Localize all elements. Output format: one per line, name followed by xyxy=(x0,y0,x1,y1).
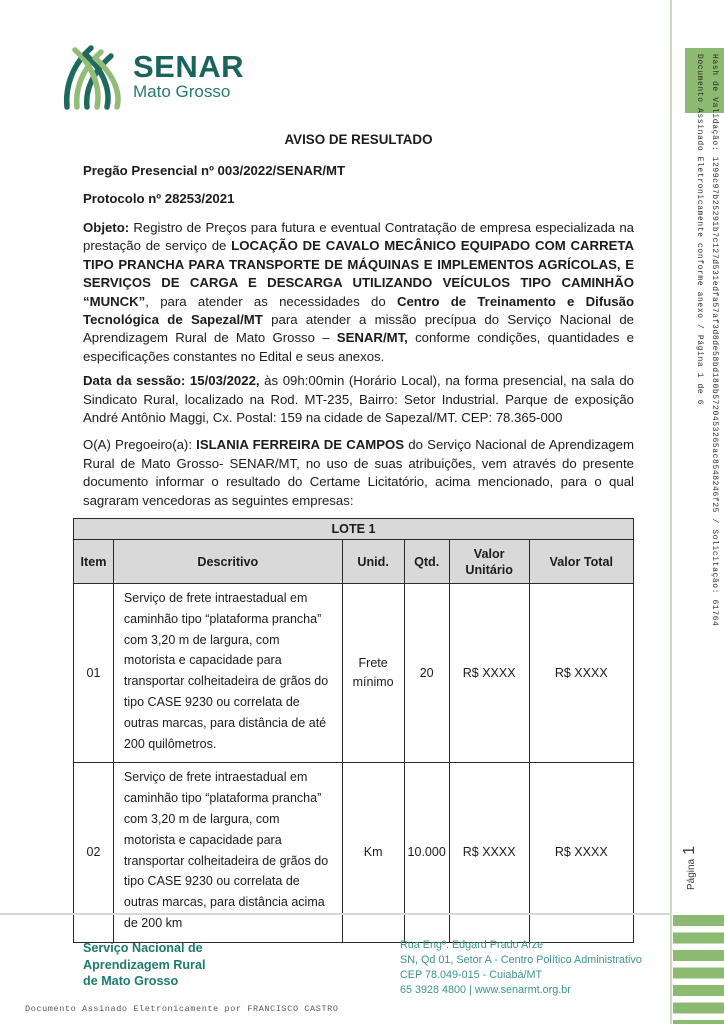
item-cell: 01 xyxy=(74,584,114,763)
pregao-number-line: Pregão Presencial nº 003/2022/SENAR/MT xyxy=(83,163,346,178)
footer-org-line: Aprendizagem Rural xyxy=(83,957,206,972)
green-stripes-decoration xyxy=(673,915,724,1024)
col-header-descritivo: Descritivo xyxy=(113,540,342,584)
hash-validation-line: Hash de Validação: 1299c97b25291b7c127d531edfa57af3d8de58bd180b5720453265ac8548246f25 / Solicitação: 61764 xyxy=(710,54,719,627)
logo-wordmark xyxy=(133,48,245,101)
col-header-unid: Unid. xyxy=(342,540,404,584)
table-row-item-01 xyxy=(74,584,634,763)
signed-electronically-line: Documento Assinado Eletronicamente conforme anexo / Página 1 de 6 xyxy=(695,54,704,406)
qtd-cell: 10.000 xyxy=(404,763,449,942)
validation-side-text xyxy=(692,54,722,626)
col-header-qtd: Qtd. xyxy=(404,540,449,584)
descritivo-cell: Serviço de frete intraestadual em caminhão tipo “plataforma prancha” com 3,20 m de largura, com motorista e capacidade para transportar colheitadeira de grãos do tipo CASE 9230 ou correlata de outras marcas, para distância acima de 200 km xyxy=(113,763,342,942)
valor-unitario-cell: R$ XXXX xyxy=(449,584,529,763)
signed-by-line: Documento Assinado Eletronicamente por FRANCISCO CASTRO xyxy=(25,1004,339,1014)
logo-brand-text: SENAR xyxy=(133,48,245,84)
col-header-valor-unitario: Valor Unitário xyxy=(449,540,529,584)
lote-title-cell: LOTE 1 xyxy=(74,519,634,540)
document-body xyxy=(80,132,635,943)
objeto-paragraph: Objeto: Registro de Preços para futura e eventual Contratação de empresa especializada na prestação de serviço de LOCAÇÃO DE CAVALO MECÂNICO EQUIPADO COM CARRETA TIPO PRANCHA PARA TRANSPORTE DE MÁQUINAS E IMPLEMENTOS AGRÍCOLAS, E SERVIÇOS DE CARGA E DESCARGA UTILIZANDO VEÍCULOS TIPO CAMINHÃO “MUNCK”, para atender as necessidades do Centro de Treinamento e Difusão Tecnológica de Sapezal/MT para atender a missão precípua do Serviço Nacional de Aprendizagem Rural de Mato Grosso – SENAR/MT, conforme condições, quantidades e especificações constantes no Edital e seus anexos. xyxy=(83,220,635,364)
item-cell: 02 xyxy=(74,763,114,942)
page-word: Página xyxy=(686,858,697,891)
page-title: AVISO DE RESULTADO xyxy=(284,132,433,147)
unid-cell: Frete mínimo xyxy=(342,584,404,763)
footer-address-line: SN, Qd 01, Setor A - Centro Político Administrativo xyxy=(400,954,642,966)
protocolo-number-line: Protocolo nº 28253/2021 xyxy=(83,191,235,206)
col-header-valor-total: Valor Total xyxy=(529,540,633,584)
footer-address xyxy=(400,938,642,998)
footer-address-line: Rua Engº. Edgard Prado Arze xyxy=(400,939,544,951)
qtd-cell: 20 xyxy=(404,584,449,763)
pregoeiro-paragraph: O(A) Pregoeiro(a): ISLANIA FERREIRA DE CAMPOS do Serviço Nacional de Aprendizagem Rural de Mato Grosso- SENAR/MT, no uso de suas atribuições, vem através do presente documento informar o resultado do Certame Licitatório, acima mencionado, para o qual sagraram vencedoras as seguintes empresas: xyxy=(83,437,634,508)
data-sessao-paragraph: Data da sessão: 15/03/2022, às 09h:00min (Horário Local), na forma presencial, na sala do Sindicato Rural, localizado na Rod. MT-235, Bairro: Setor Industrial. Parque de exposição André Antônio Maggi, Cx. Postal: 159 na cidade de Sapezal/MT. CEP: 78.365-000 xyxy=(83,373,635,426)
page-number-label xyxy=(681,837,701,899)
table-row-item-02 xyxy=(74,763,634,942)
footer-divider xyxy=(0,913,672,915)
col-header-item: Item xyxy=(74,540,114,584)
valor-total-cell: R$ XXXX xyxy=(529,584,633,763)
senar-leaf-fan-icon xyxy=(60,42,124,110)
footer-org-name xyxy=(83,940,205,990)
senar-logo xyxy=(60,42,244,110)
right-margin-rule xyxy=(670,0,672,1024)
logo-region-text: Mato Grosso xyxy=(133,81,231,101)
page-number: 1 xyxy=(681,845,698,855)
footer-org-line: de Mato Grosso xyxy=(83,974,179,988)
valor-total-cell: R$ XXXX xyxy=(529,763,633,942)
footer-org-line: Serviço Nacional de xyxy=(83,941,203,955)
valor-unitario-cell: R$ XXXX xyxy=(449,763,529,942)
lote-1-result-table xyxy=(73,518,634,943)
descritivo-cell: Serviço de frete intraestadual em caminhão tipo “plataforma prancha” com 3,20 m de largura, com motorista e capacidade para transportar colheitadeira de grãos do tipo CASE 9230 ou correlata de outras marcas, para distância de até 200 quilômetros. xyxy=(113,584,342,763)
footer-address-line: 65 3928 4800 | www.senarmt.org.br xyxy=(400,984,571,996)
footer-address-line: CEP 78.049-015 - Cuiabá/MT xyxy=(400,969,543,981)
unid-cell: Km xyxy=(342,763,404,942)
